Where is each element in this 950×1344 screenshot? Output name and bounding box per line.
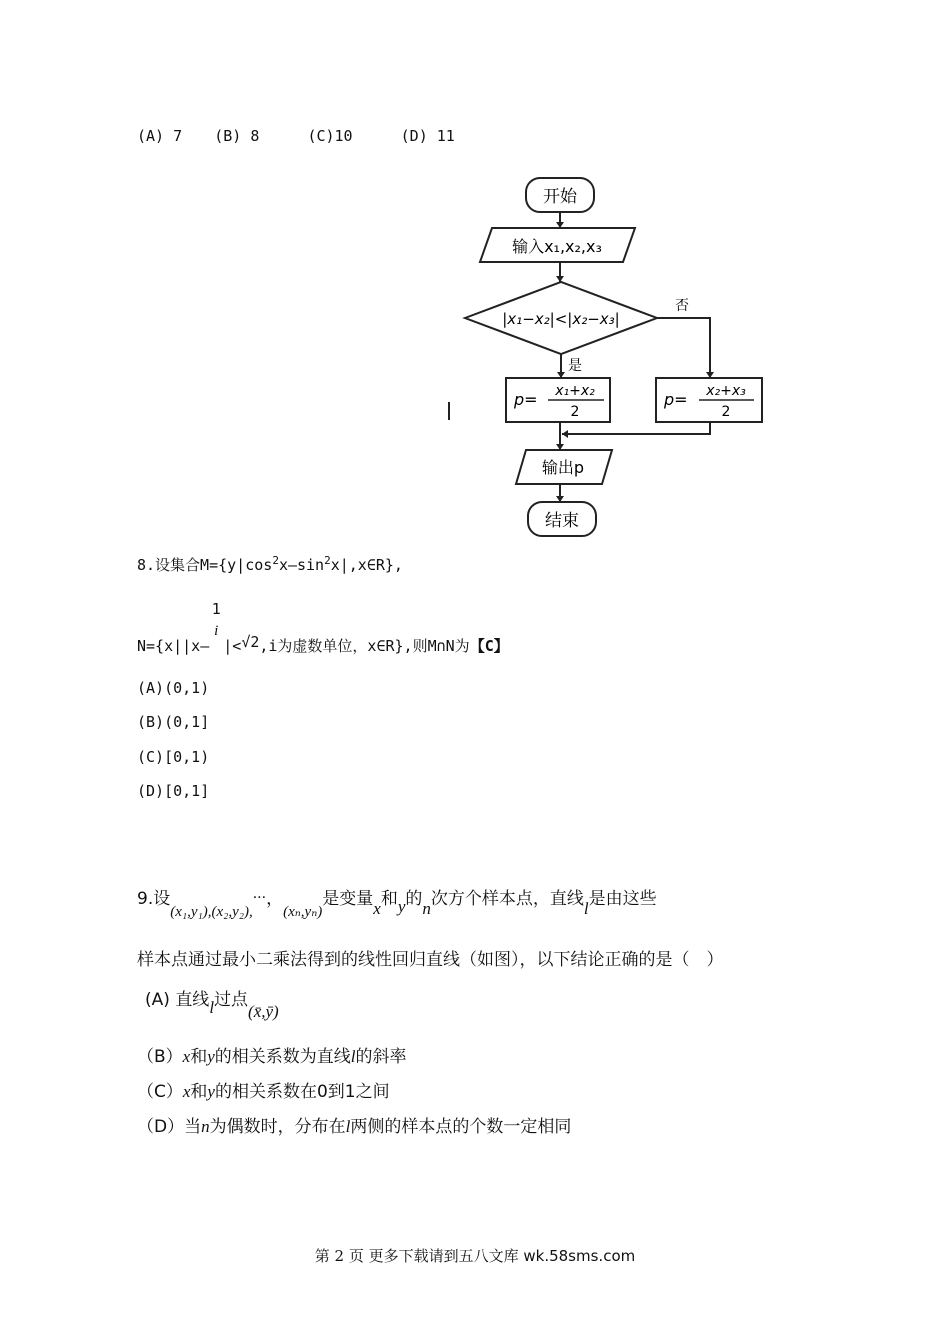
q9-var-x: x xyxy=(373,899,381,918)
q8-less-than: |< xyxy=(223,636,242,655)
q8-set-n-start: N={x||x— xyxy=(137,636,210,655)
flowchart-yes-p: p= xyxy=(514,390,538,409)
q9-option-d-text1: 当 xyxy=(184,1117,202,1137)
q7-option-c: (C)10 xyxy=(307,127,353,145)
q9-option-c-text4: 之间 xyxy=(355,1082,390,1102)
q9-option-d-text3: 两侧的样本点的个数一定相同 xyxy=(350,1117,572,1137)
q9-option-c-label: （C） xyxy=(137,1082,183,1102)
q9-line1 xyxy=(137,884,657,920)
q9-option-b-text2: 的相关系数为直线 xyxy=(214,1047,351,1067)
flowchart-yes-label: 是 xyxy=(568,358,582,374)
q9-line2: 样本点通过最小二乘法得到的线性回归直线（如图），以下结论正确的是（ ） xyxy=(137,950,724,970)
q9-option-d-text2: 为偶数时，分布在 xyxy=(209,1117,346,1137)
flowchart-no-denominator: 2 xyxy=(721,404,731,420)
q9-var-n: n xyxy=(422,899,431,918)
flowchart-start-text: 开始 xyxy=(543,187,577,207)
q9-option-b-text1: 和 xyxy=(190,1047,208,1067)
q9-option-b-var-l: l xyxy=(350,1047,356,1066)
q9-text5: 是由这些 xyxy=(588,889,657,909)
q9-option-c-text1: 和 xyxy=(190,1082,208,1102)
footer-site-link[interactable]: wk.58sms.com xyxy=(523,1247,636,1265)
q7-options xyxy=(137,127,455,145)
q8-fraction-denominator: i xyxy=(214,623,219,639)
q8-fraction xyxy=(209,598,223,642)
q9-option-c-one: 1 xyxy=(344,1082,356,1102)
q9-option-d xyxy=(137,1112,571,1137)
q8-cos-exponent: 2 xyxy=(272,554,279,567)
q9-option-d-label: （D） xyxy=(137,1117,185,1137)
page-footer xyxy=(0,1245,950,1266)
q9-var-y: y xyxy=(397,897,406,916)
q9-point-n: (xₙ,yₙ) xyxy=(283,904,323,920)
q8-set-m-start: 8.设集合M={y| xyxy=(137,556,246,574)
q8-sin: sin xyxy=(297,556,325,574)
q7-option-b: (B) 8 xyxy=(214,127,260,145)
flowchart-end-text: 结束 xyxy=(545,511,579,531)
q8-line2 xyxy=(137,598,509,655)
q9-comma: ， xyxy=(266,889,284,909)
q8-x-minus: x— xyxy=(278,556,297,574)
q9-option-a-point: (x̄,ȳ) xyxy=(248,1002,279,1021)
q9-text1: 是变量 xyxy=(322,889,374,909)
q9-ellipsis: ··· xyxy=(252,890,267,906)
q9-option-a-var-l: l xyxy=(209,998,215,1017)
flowchart xyxy=(440,150,780,540)
q9-option-c-text2: 的相关系数在 xyxy=(214,1082,317,1102)
q8-sqrt2: √2 xyxy=(241,632,260,651)
q7-option-a: (A) 7 xyxy=(137,127,183,145)
q9-points: (x₁,y₁),(x₂,y₂), xyxy=(170,904,253,920)
q9-text3: 的 xyxy=(405,889,423,909)
q9-option-a-label: (A) xyxy=(145,990,170,1010)
q9-option-a xyxy=(145,985,279,1019)
q8-sin-exponent: 2 xyxy=(324,554,331,567)
q8-option-d: (D)[0,1] xyxy=(137,782,210,800)
q7-option-d: (D) 11 xyxy=(400,127,455,145)
flowchart-no-p: p= xyxy=(664,390,688,409)
q9-text4: 次方个样本点，直线 xyxy=(430,889,584,909)
q9-option-c xyxy=(137,1077,390,1102)
q8-fraction-numerator: 1 xyxy=(211,600,221,618)
flowchart-yes-denominator: 2 xyxy=(570,404,580,420)
q8-set-n-end: ,i为虚数单位，x∈R},则M∩N为 xyxy=(259,636,470,655)
q9-text2: 和 xyxy=(380,889,398,909)
q9-option-c-var-y: y xyxy=(207,1082,215,1101)
q8-cos: cos xyxy=(245,556,273,574)
q8-option-a: (A)(0,1) xyxy=(137,679,210,697)
q8-option-c: (C)[0,1) xyxy=(137,748,210,766)
q9-option-a-text2: 过点 xyxy=(214,990,249,1010)
q9-option-d-var-n: n xyxy=(201,1117,210,1136)
q8-answer: 【C】 xyxy=(469,636,509,655)
q8-option-b: (B)(0,1] xyxy=(137,713,210,731)
q9-option-b-text3: 的斜率 xyxy=(355,1047,407,1067)
flowchart-output-text: 输出p xyxy=(541,458,585,477)
flowchart-no-numerator: x₂+x₃ xyxy=(706,383,746,399)
q9-option-a-text1: 直线 xyxy=(175,990,210,1010)
flowchart-condition-text: |x₁−x₂|<|x₂−x₃| xyxy=(502,310,620,328)
flowchart-input-text: 输入x₁,x₂,x₃ xyxy=(512,237,602,256)
q8-line1 xyxy=(137,550,403,576)
footer-text: 第 2 页 更多下载请到五八文库 xyxy=(314,1247,524,1265)
q9-option-b xyxy=(137,1042,407,1067)
q9-option-c-zero: 0 xyxy=(316,1082,328,1102)
q9-option-d-var-l: l xyxy=(345,1117,351,1136)
q9-var-l: l xyxy=(583,899,589,918)
flowchart-no-label: 否 xyxy=(675,298,689,314)
q8-set-m-end: x|,x∈R}, xyxy=(330,556,403,574)
q9-option-c-var-x: x xyxy=(182,1082,191,1101)
flowchart-yes-numerator: x₁+x₂ xyxy=(555,383,595,399)
q9-option-c-text3: 到 xyxy=(327,1082,345,1102)
q9-number: 9.设 xyxy=(137,889,171,909)
q9-option-b-var-y: y xyxy=(207,1047,215,1066)
q9-option-b-var-x: x xyxy=(182,1047,191,1066)
q9-option-b-label: （B） xyxy=(137,1047,183,1067)
